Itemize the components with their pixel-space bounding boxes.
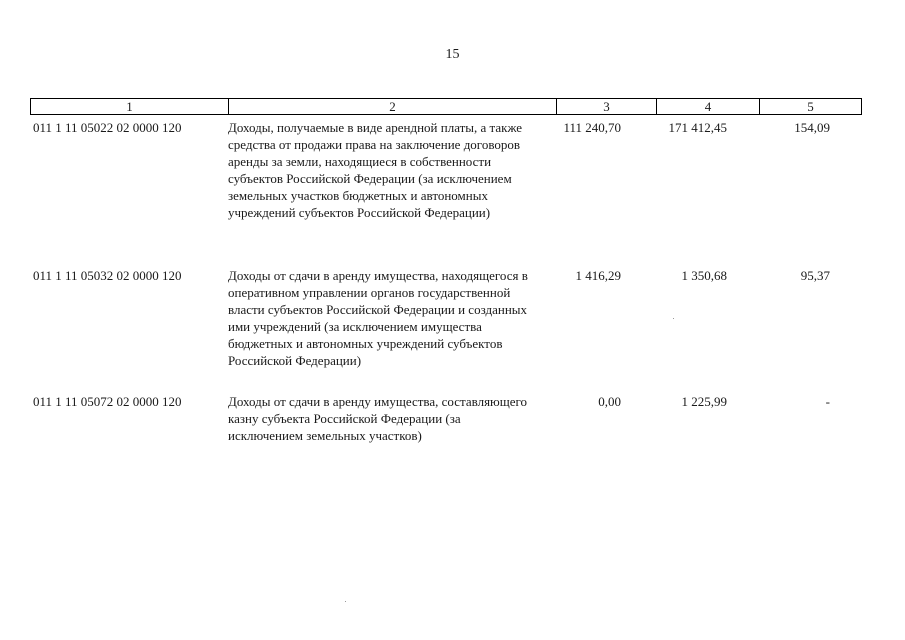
- column-header-5: 5: [759, 99, 861, 114]
- row-value-col4: 171 412,45: [668, 120, 727, 135]
- row-value-col5: 154,09: [794, 120, 830, 135]
- row-value-col3: 1 416,29: [575, 268, 621, 283]
- page-number: 15: [445, 47, 460, 62]
- row-code: 011 1 11 05022 02 0000 120: [33, 120, 182, 135]
- scan-speck: [673, 318, 674, 319]
- row-code: 011 1 11 05032 02 0000 120: [33, 268, 182, 283]
- row-value-col4: 1 350,68: [681, 268, 727, 283]
- row-value-col5: 95,37: [800, 268, 830, 283]
- column-header-1: 1: [126, 99, 133, 114]
- scan-speck: [345, 601, 346, 602]
- row-description: Доходы от сдачи в аренду имущества, находящегося в оперативном управлении органов государственной власти субъектов Российской Федерации и созданных ими учреждений (за исключением имущества бюджетных и автономных учреждений субъектов Российской Федерации): [228, 268, 528, 368]
- row-value-col3: 111 240,70: [563, 120, 621, 135]
- row-code: 011 1 11 05072 02 0000 120: [33, 394, 182, 409]
- row-value-col5: -: [825, 394, 830, 409]
- column-header-4: 4: [656, 99, 759, 114]
- column-header-3: 3: [556, 99, 656, 114]
- table-header: [30, 98, 862, 115]
- row-description: Доходы от сдачи в аренду имущества, составляющего казну субъекта Российской Федерации (за исключением земельных участков): [228, 394, 528, 443]
- row-value-col3: 0,00: [598, 394, 621, 409]
- row-description: Доходы, получаемые в виде арендной платы, а также средства от продажи права на заключение договоров аренды за земли, находящиеся в собственности субъектов Российской Федерации (за исключением земельных участков бюджетных и автономных учреждений субъектов Российской Федерации): [228, 120, 523, 220]
- column-header-2: 2: [228, 99, 556, 114]
- row-value-col4: 1 225,99: [681, 394, 727, 409]
